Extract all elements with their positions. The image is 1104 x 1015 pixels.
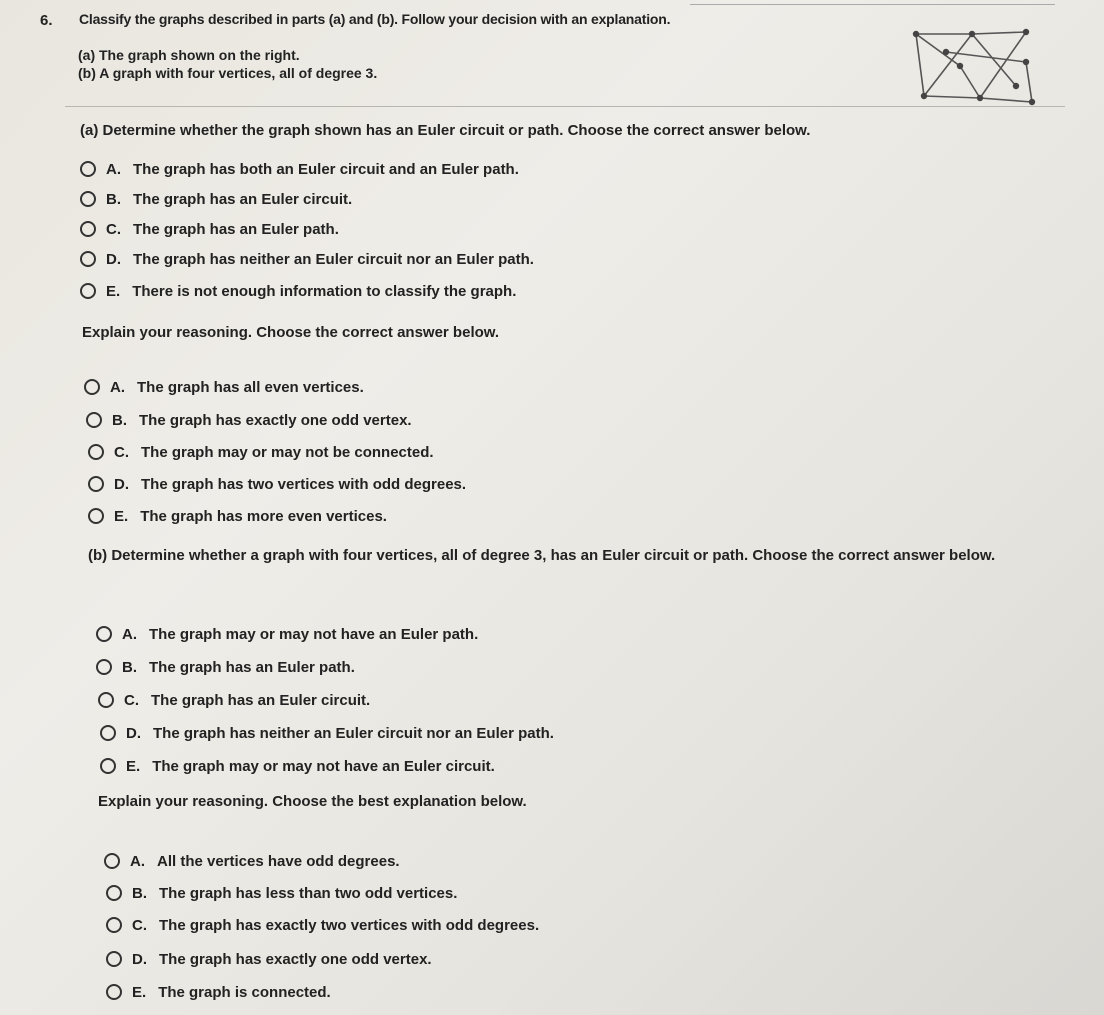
radio-button[interactable] xyxy=(80,283,96,299)
part-b-reason-c[interactable]: C. The graph has exactly two vertices with odd degrees. xyxy=(106,914,539,936)
part-a-option-b[interactable]: B. The graph has an Euler circuit. xyxy=(80,188,352,210)
part-a-reason-b[interactable]: B. The graph has exactly one odd vertex. xyxy=(86,409,412,431)
radio-button[interactable] xyxy=(106,885,122,901)
radio-button[interactable] xyxy=(88,476,104,492)
radio-button[interactable] xyxy=(86,412,102,428)
part-a-reason-e[interactable]: E. The graph has more even vertices. xyxy=(88,505,387,527)
graph-edge xyxy=(1026,62,1032,102)
graph-edge xyxy=(946,52,1026,62)
top-rule xyxy=(690,4,1055,5)
part-b-option-d[interactable]: D. The graph has neither an Euler circuit nor an Euler path. xyxy=(100,722,554,744)
part-b-reason-e[interactable]: E. The graph is connected. xyxy=(106,981,331,1003)
part-b-option-a[interactable]: A. The graph may or may not have an Euler path. xyxy=(96,623,478,645)
graph-vertex xyxy=(969,31,975,37)
part-b-prompt: (b) Determine whether a graph with four vertices, all of degree 3, has an Euler circuit or path. Choose the correct answer below. xyxy=(88,547,996,564)
part-b-reason-b[interactable]: B. The graph has less than two odd vertices. xyxy=(106,882,457,904)
graph-edge xyxy=(924,96,980,98)
graph-vertex xyxy=(1013,83,1019,89)
graph-vertex xyxy=(957,63,963,69)
graph-vertex xyxy=(977,95,983,101)
part-b-option-c[interactable]: C. The graph has an Euler circuit. xyxy=(98,689,370,711)
part-a-option-a[interactable]: A. The graph has both an Euler circuit and an Euler path. xyxy=(80,158,519,180)
graph-edge xyxy=(916,34,924,96)
radio-button[interactable] xyxy=(80,251,96,267)
radio-button[interactable] xyxy=(98,692,114,708)
graph-edge xyxy=(980,98,1032,102)
graph-edge xyxy=(924,34,972,96)
radio-button[interactable] xyxy=(106,917,122,933)
part-b-option-e[interactable]: E. The graph may or may not have an Euler circuit. xyxy=(100,755,495,777)
radio-button[interactable] xyxy=(96,659,112,675)
graph-vertex xyxy=(1023,29,1029,35)
radio-button[interactable] xyxy=(106,951,122,967)
radio-button[interactable] xyxy=(100,758,116,774)
radio-button[interactable] xyxy=(96,626,112,642)
part-a-reason-prompt: Explain your reasoning. Choose the correct answer below. xyxy=(82,324,500,341)
graph-edge xyxy=(960,66,980,98)
part-a-description: (a) The graph shown on the right. xyxy=(78,47,300,63)
graph-figure xyxy=(908,22,1038,110)
radio-button[interactable] xyxy=(88,444,104,460)
part-b-reason-a[interactable]: A. All the vertices have odd degrees. xyxy=(104,850,400,872)
graph-vertex xyxy=(943,49,949,55)
question-number: 6. xyxy=(40,12,53,29)
part-b-description: (b) A graph with four vertices, all of degree 3. xyxy=(78,65,378,81)
graph-vertex xyxy=(921,93,927,99)
graph-vertex xyxy=(1029,99,1035,105)
graph-edge xyxy=(916,34,960,66)
part-b-option-b[interactable]: B. The graph has an Euler path. xyxy=(96,656,355,678)
part-a-reason-a[interactable]: A. The graph has all even vertices. xyxy=(84,376,364,398)
question-parts xyxy=(78,46,377,82)
radio-button[interactable] xyxy=(106,984,122,1000)
part-a-prompt: (a) Determine whether the graph shown has an Euler circuit or path. Choose the correct answer below. xyxy=(80,122,811,139)
radio-button[interactable] xyxy=(104,853,120,869)
graph-edge xyxy=(980,32,1026,98)
part-a-option-e[interactable]: E. There is not enough information to classify the graph. xyxy=(80,280,516,302)
part-a-reason-c[interactable]: C. The graph may or may not be connected. xyxy=(88,441,434,463)
graph-vertex xyxy=(1023,59,1029,65)
radio-button[interactable] xyxy=(80,161,96,177)
radio-button[interactable] xyxy=(84,379,100,395)
question-instruction: Classify the graphs described in parts (a) and (b). Follow your decision with an explanation. xyxy=(79,11,671,27)
radio-button[interactable] xyxy=(100,725,116,741)
radio-button[interactable] xyxy=(80,221,96,237)
part-a-reason-d[interactable]: D. The graph has two vertices with odd degrees. xyxy=(88,473,466,495)
graph-vertex xyxy=(913,31,919,37)
radio-button[interactable] xyxy=(88,508,104,524)
part-a-option-c[interactable]: C. The graph has an Euler path. xyxy=(80,218,339,240)
section-divider xyxy=(65,106,1065,107)
graph-edge xyxy=(972,32,1026,34)
part-b-reason-d[interactable]: D. The graph has exactly one odd vertex. xyxy=(106,948,432,970)
radio-button[interactable] xyxy=(80,191,96,207)
part-a-option-d[interactable]: D. The graph has neither an Euler circuit nor an Euler path. xyxy=(80,248,534,270)
part-b-reason-prompt: Explain your reasoning. Choose the best explanation below. xyxy=(98,793,527,810)
